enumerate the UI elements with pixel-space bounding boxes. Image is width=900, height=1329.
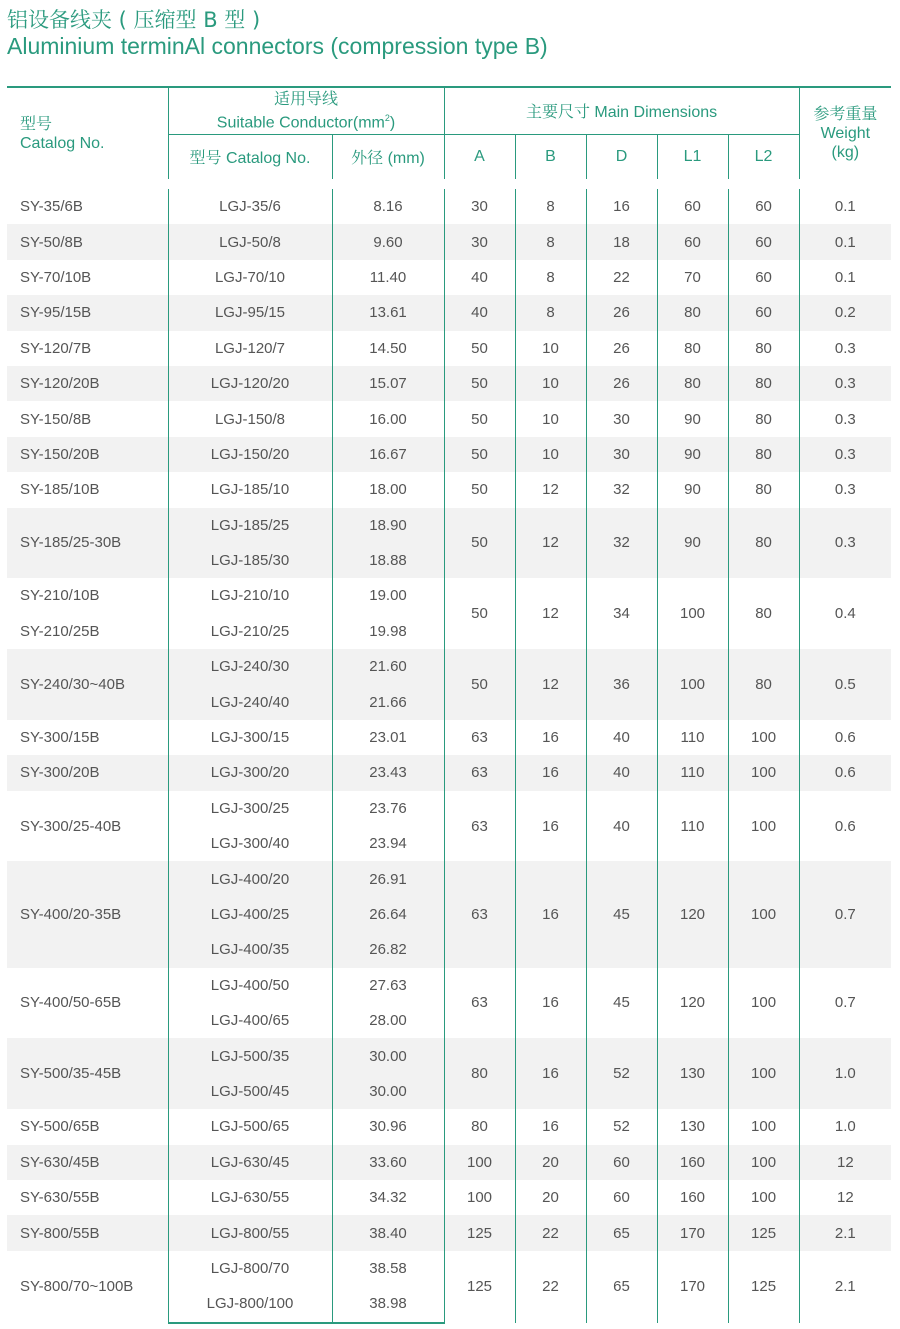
dim-a-cell: 63 bbox=[444, 861, 515, 967]
conductor-diameter-cell: 9.60 bbox=[332, 224, 444, 259]
conductor-catalog-cell: LGJ-630/45 bbox=[168, 1145, 332, 1180]
table-row bbox=[7, 1038, 891, 1073]
dim-d-cell: 34 bbox=[586, 578, 657, 649]
catalog-cell: SY-500/65B bbox=[7, 1109, 168, 1144]
header-weight-en: Weight bbox=[820, 125, 871, 142]
dim-l2-cell: 125 bbox=[728, 1251, 799, 1323]
conductor-diameter-cell: 26.82 bbox=[332, 932, 444, 967]
catalog-cell: SY-400/20-35B bbox=[7, 861, 168, 967]
table-row bbox=[7, 649, 891, 684]
dim-d-cell: 60 bbox=[586, 1145, 657, 1180]
dim-b-cell: 10 bbox=[515, 366, 586, 401]
dim-b-cell: 12 bbox=[515, 578, 586, 649]
weight-cell: 0.3 bbox=[834, 339, 856, 357]
dim-b-cell: 12 bbox=[515, 649, 586, 720]
dim-l2-cell: 60 bbox=[728, 260, 799, 295]
dim-a-cell: 100 bbox=[444, 1180, 515, 1215]
dim-l1-cell: 100 bbox=[657, 649, 728, 720]
conductor-catalog-cell: LGJ-300/40 bbox=[168, 826, 332, 861]
conductor-diameter-cell: 30.96 bbox=[332, 1109, 444, 1144]
dim-l2-cell: 60 bbox=[728, 224, 799, 259]
dim-l2-cell: 100 bbox=[728, 861, 799, 967]
dim-l2-cell: 80 bbox=[728, 331, 799, 366]
catalog-cell: SY-150/20B bbox=[7, 437, 168, 472]
catalog-cell: SY-500/35-45B bbox=[7, 1038, 168, 1109]
weight-cell: 1.0 bbox=[799, 1038, 891, 1109]
table-row bbox=[7, 260, 891, 295]
dim-l1-cell: 90 bbox=[657, 437, 728, 472]
dim-d-cell: 40 bbox=[586, 755, 657, 790]
dim-a-cell: 80 bbox=[444, 1109, 515, 1144]
conductor-catalog-cell: LGJ-500/65 bbox=[168, 1109, 332, 1144]
conductor-diameter-cell: 8.16 bbox=[332, 184, 444, 224]
dim-d-cell: 65 bbox=[586, 1251, 657, 1323]
catalog-cell: SY-120/20B bbox=[7, 366, 168, 401]
dim-l1-cell: 70 bbox=[657, 260, 728, 295]
table-body bbox=[7, 184, 891, 1323]
table-header bbox=[7, 87, 891, 184]
weight-cell: 0.1 bbox=[799, 184, 891, 224]
dim-a-cell: 50 bbox=[444, 366, 515, 401]
header-weight bbox=[799, 87, 891, 184]
conductor-diameter-cell: 13.61 bbox=[332, 295, 444, 330]
dim-b-cell: 8 bbox=[515, 224, 586, 259]
dim-a-cell: 50 bbox=[444, 472, 515, 507]
catalog-cell: SY-300/15B bbox=[7, 720, 168, 755]
dim-l2-cell: 100 bbox=[728, 720, 799, 755]
dim-l2-cell: 100 bbox=[728, 755, 799, 790]
conductor-catalog-cell: LGJ-50/8 bbox=[168, 224, 332, 259]
catalog-cell: SY-185/25-30B bbox=[7, 508, 168, 579]
conductor-catalog-cell: LGJ-185/10 bbox=[168, 472, 332, 507]
dim-a-cell: 125 bbox=[444, 1215, 515, 1250]
weight-cell: 0.3 bbox=[799, 437, 891, 472]
dim-a-cell: 63 bbox=[444, 720, 515, 755]
dim-l1-cell: 60 bbox=[657, 184, 728, 224]
conductor-diameter-cell: 23.94 bbox=[332, 826, 444, 861]
dim-l2-cell: 100 bbox=[728, 968, 799, 1039]
dim-a-cell: 50 bbox=[444, 508, 515, 579]
conductor-catalog-cell: LGJ-630/55 bbox=[168, 1180, 332, 1215]
conductor-diameter-cell: 23.43 bbox=[332, 755, 444, 790]
conductor-catalog-cell: LGJ-95/15 bbox=[168, 295, 332, 330]
dim-l1-cell: 80 bbox=[657, 331, 728, 366]
dim-l2-cell: 80 bbox=[728, 472, 799, 507]
dim-a-cell: 40 bbox=[444, 260, 515, 295]
table-row bbox=[7, 401, 891, 436]
table-row bbox=[7, 437, 891, 472]
dim-a-cell: 80 bbox=[444, 1038, 515, 1109]
dim-d-cell: 52 bbox=[586, 1109, 657, 1144]
dim-a-cell: 30 bbox=[444, 224, 515, 259]
dim-l1-cell: 80 bbox=[657, 366, 728, 401]
conductor-catalog-cell: LGJ-400/20 bbox=[168, 861, 332, 896]
dim-l1-cell: 90 bbox=[657, 472, 728, 507]
dim-d-cell: 65 bbox=[586, 1215, 657, 1250]
conductor-catalog-cell: LGJ-400/25 bbox=[168, 897, 332, 932]
dim-l1-cell: 130 bbox=[657, 1038, 728, 1109]
conductor-diameter-cell: 18.90 bbox=[332, 508, 444, 543]
conductor-diameter-cell: 34.32 bbox=[332, 1180, 444, 1215]
dim-d-cell: 45 bbox=[586, 861, 657, 967]
weight-cell: 0.1 bbox=[799, 224, 891, 259]
table-row bbox=[7, 1109, 891, 1144]
conductor-catalog-cell: LGJ-240/30 bbox=[168, 649, 332, 684]
dim-d-cell: 26 bbox=[586, 331, 657, 366]
table-row bbox=[7, 1215, 891, 1250]
weight-cell: 0.5 bbox=[799, 649, 891, 720]
table-row bbox=[7, 791, 891, 826]
dim-a-cell: 30 bbox=[444, 184, 515, 224]
conductor-diameter-cell: 19.98 bbox=[332, 614, 444, 649]
conductor-diameter-cell: 23.01 bbox=[332, 720, 444, 755]
dim-b-cell: 22 bbox=[515, 1215, 586, 1250]
conductor-catalog-cell: LGJ-150/8 bbox=[168, 401, 332, 436]
conductor-diameter-cell: 14.50 bbox=[332, 331, 444, 366]
dim-a-cell: 50 bbox=[444, 437, 515, 472]
dim-b-cell: 8 bbox=[515, 184, 586, 224]
dim-l2-cell: 60 bbox=[728, 295, 799, 330]
conductor-diameter-cell: 38.58 bbox=[332, 1251, 444, 1286]
dim-a-cell: 50 bbox=[444, 401, 515, 436]
dim-a-cell: 63 bbox=[444, 968, 515, 1039]
catalog-cell: SY-185/10B bbox=[7, 472, 168, 507]
conductor-catalog-cell: LGJ-800/70 bbox=[168, 1251, 332, 1286]
weight-cell: 0.2 bbox=[799, 295, 891, 330]
dim-a-cell: 125 bbox=[444, 1251, 515, 1323]
dim-l1-cell: 120 bbox=[657, 861, 728, 967]
weight-cell: 0.7 bbox=[834, 994, 856, 1012]
conductor-diameter-cell: 38.40 bbox=[332, 1215, 444, 1250]
dim-l2-cell: 80 bbox=[728, 366, 799, 401]
dim-d-cell: 22 bbox=[586, 260, 657, 295]
conductor-diameter-cell: 21.60 bbox=[332, 649, 444, 684]
catalog-cell: SY-240/30~40B bbox=[7, 649, 168, 720]
catalog-cell: SY-120/7B bbox=[7, 331, 168, 366]
table-row bbox=[7, 755, 891, 790]
dim-l1-cell: 110 bbox=[657, 720, 728, 755]
dim-l2-cell: 100 bbox=[728, 1180, 799, 1215]
conductor-diameter-cell: 11.40 bbox=[332, 260, 444, 295]
header-conductor-catalog: 型号 Catalog No. bbox=[168, 134, 332, 184]
dim-d-cell: 32 bbox=[586, 472, 657, 507]
header-catalog bbox=[7, 87, 168, 184]
conductor-catalog-cell: LGJ-185/30 bbox=[168, 543, 332, 578]
dim-a-cell: 100 bbox=[444, 1145, 515, 1180]
dim-l2-cell: 100 bbox=[728, 1145, 799, 1180]
dim-b-cell: 16 bbox=[515, 1038, 586, 1109]
table-row bbox=[7, 508, 891, 543]
dim-l1-cell: 160 bbox=[657, 1180, 728, 1215]
conductor-diameter-cell: 30.00 bbox=[332, 1074, 444, 1109]
catalog-cell: SY-800/55B bbox=[7, 1215, 168, 1250]
header-dim-a: A bbox=[444, 134, 515, 184]
conductor-diameter-cell: 18.88 bbox=[332, 543, 444, 578]
dim-b-cell: 8 bbox=[515, 295, 586, 330]
dim-b-cell: 16 bbox=[515, 755, 586, 790]
table-row bbox=[7, 1251, 891, 1286]
header-dim-d: D bbox=[586, 134, 657, 184]
weight-cell: 0.7 bbox=[799, 861, 891, 967]
page-title-en: Aluminium terminAl connectors (compression type B) bbox=[7, 33, 548, 59]
conductor-catalog-cell: LGJ-35/6 bbox=[168, 184, 332, 224]
dim-b-cell: 10 bbox=[515, 437, 586, 472]
conductor-catalog-cell: LGJ-120/20 bbox=[168, 366, 332, 401]
dim-b-cell: 12 bbox=[515, 508, 586, 579]
dim-d-cell: 45 bbox=[586, 968, 657, 1039]
conductor-diameter-cell: 26.91 bbox=[332, 861, 444, 896]
header-dim-b: B bbox=[515, 134, 586, 184]
table-row bbox=[7, 1180, 891, 1215]
conductor-diameter-cell: 38.98 bbox=[332, 1286, 444, 1322]
dim-l2-cell: 80 bbox=[728, 578, 799, 649]
dim-l2-cell: 125 bbox=[728, 1215, 799, 1250]
table-row bbox=[7, 861, 891, 896]
table-row bbox=[7, 1145, 891, 1180]
catalog-cell: SY-50/8B bbox=[7, 224, 168, 259]
dim-d-cell: 40 bbox=[586, 791, 657, 862]
conductor-diameter-cell: 27.63 bbox=[332, 968, 444, 1003]
header-dim-l2: L2 bbox=[728, 134, 799, 184]
header-catalog-en: Catalog No. bbox=[20, 134, 105, 152]
dim-l2-cell: 100 bbox=[728, 1038, 799, 1109]
weight-cell: 0.3 bbox=[834, 481, 856, 499]
dim-b-cell: 20 bbox=[515, 1180, 586, 1215]
conductor-catalog-cell: LGJ-120/7 bbox=[168, 331, 332, 366]
catalog-cell: SY-210/10B bbox=[7, 578, 168, 613]
conductor-catalog-cell: LGJ-500/35 bbox=[168, 1038, 332, 1073]
dim-a-cell: 63 bbox=[444, 791, 515, 862]
conductor-diameter-cell: 33.60 bbox=[332, 1145, 444, 1180]
dim-l1-cell: 110 bbox=[657, 755, 728, 790]
spec-table bbox=[7, 86, 891, 1324]
dim-l1-cell: 170 bbox=[657, 1215, 728, 1250]
dim-l2-cell: 100 bbox=[728, 791, 799, 862]
dim-b-cell: 22 bbox=[515, 1251, 586, 1323]
weight-cell: 12 bbox=[836, 1189, 854, 1207]
conductor-catalog-cell: LGJ-800/55 bbox=[168, 1215, 332, 1250]
weight-cell: 0.6 bbox=[799, 755, 891, 790]
catalog-cell: SY-630/45B bbox=[7, 1145, 168, 1180]
table-row bbox=[7, 472, 891, 507]
dim-b-cell: 8 bbox=[515, 260, 586, 295]
catalog-cell: SY-800/70~100B bbox=[7, 1251, 168, 1323]
conductor-catalog-cell: LGJ-150/20 bbox=[168, 437, 332, 472]
dim-l1-cell: 160 bbox=[657, 1145, 728, 1180]
dim-l1-cell: 60 bbox=[657, 224, 728, 259]
header-catalog-cn: 型号 bbox=[20, 115, 53, 133]
conductor-catalog-cell: LGJ-500/45 bbox=[168, 1074, 332, 1109]
table-row bbox=[7, 295, 891, 330]
dim-d-cell: 36 bbox=[586, 649, 657, 720]
conductor-catalog-cell: LGJ-300/20 bbox=[168, 755, 332, 790]
table-row bbox=[7, 331, 891, 366]
dim-b-cell: 10 bbox=[515, 401, 586, 436]
header-suitable-cn: 适用导线 bbox=[274, 90, 339, 108]
catalog-cell: SY-300/25-40B bbox=[7, 791, 168, 862]
conductor-catalog-cell: LGJ-300/15 bbox=[168, 720, 332, 755]
conductor-catalog-cell: LGJ-240/40 bbox=[168, 684, 332, 719]
conductor-diameter-cell: 16.00 bbox=[332, 401, 444, 436]
dim-l1-cell: 100 bbox=[657, 578, 728, 649]
dim-l2-cell: 80 bbox=[728, 508, 799, 579]
conductor-catalog-cell: LGJ-210/25 bbox=[168, 614, 332, 649]
conductor-diameter-cell: 19.00 bbox=[332, 578, 444, 613]
weight-cell: 0.3 bbox=[799, 508, 891, 579]
weight-cell: 0.3 bbox=[799, 366, 891, 401]
catalog-cell: SY-210/25B bbox=[7, 614, 168, 649]
header-weight-unit: (kg) bbox=[831, 144, 860, 161]
dim-b-cell: 10 bbox=[515, 331, 586, 366]
dim-l2-cell: 80 bbox=[728, 437, 799, 472]
dim-l2-cell: 100 bbox=[728, 1109, 799, 1144]
table-row bbox=[7, 968, 891, 1003]
table-row bbox=[7, 366, 891, 401]
conductor-diameter-cell: 28.00 bbox=[332, 1003, 444, 1038]
page-title-cn: 铝设备线夹 ( 压缩型 B 型 ) bbox=[7, 8, 261, 32]
catalog-cell: SY-400/50-65B bbox=[7, 968, 168, 1039]
conductor-diameter-cell: 26.64 bbox=[332, 897, 444, 932]
dim-a-cell: 63 bbox=[444, 755, 515, 790]
weight-cell: 12 bbox=[799, 1145, 891, 1180]
conductor-diameter-cell: 15.07 bbox=[332, 366, 444, 401]
weight-cell: 0.1 bbox=[834, 268, 856, 286]
conductor-diameter-cell: 30.00 bbox=[332, 1038, 444, 1073]
conductor-catalog-cell: LGJ-300/25 bbox=[168, 791, 332, 826]
header-suitable-conductor bbox=[168, 87, 444, 134]
header-weight-cn: 参考重量 bbox=[813, 106, 878, 123]
catalog-cell: SY-150/8B bbox=[7, 401, 168, 436]
conductor-catalog-cell: LGJ-400/35 bbox=[168, 932, 332, 967]
dim-d-cell: 30 bbox=[586, 437, 657, 472]
weight-cell: 0.3 bbox=[834, 410, 856, 428]
dim-l2-cell: 80 bbox=[728, 401, 799, 436]
conductor-diameter-cell: 18.00 bbox=[332, 472, 444, 507]
dim-l2-cell: 80 bbox=[728, 649, 799, 720]
dim-d-cell: 26 bbox=[586, 366, 657, 401]
dim-a-cell: 40 bbox=[444, 295, 515, 330]
catalog-cell: SY-95/15B bbox=[7, 295, 168, 330]
dim-a-cell: 50 bbox=[444, 649, 515, 720]
catalog-cell: SY-70/10B bbox=[7, 260, 168, 295]
header-dim-l1: L1 bbox=[657, 134, 728, 184]
header-conductor-diameter: 外径 (mm) bbox=[332, 134, 444, 184]
dim-a-cell: 50 bbox=[444, 578, 515, 649]
conductor-catalog-cell: LGJ-800/100 bbox=[168, 1286, 332, 1322]
dim-b-cell: 12 bbox=[515, 472, 586, 507]
dim-l1-cell: 170 bbox=[657, 1251, 728, 1323]
dim-l2-cell: 60 bbox=[728, 184, 799, 224]
dim-d-cell: 30 bbox=[586, 401, 657, 436]
weight-cell: 1.0 bbox=[834, 1118, 856, 1136]
dim-l1-cell: 110 bbox=[657, 791, 728, 862]
header-suitable-en: Suitable $Conductor(mm^2)$ bbox=[216, 112, 396, 131]
table-row bbox=[7, 720, 891, 755]
weight-cell: 0.4 bbox=[834, 605, 856, 623]
dim-d-cell: 18 bbox=[586, 224, 657, 259]
catalog-cell: SY-35/6B bbox=[7, 184, 168, 224]
dim-d-cell: 26 bbox=[586, 295, 657, 330]
dim-d-cell: 32 bbox=[586, 508, 657, 579]
conductor-diameter-cell: 16.67 bbox=[332, 437, 444, 472]
dim-b-cell: 16 bbox=[515, 1109, 586, 1144]
dim-l1-cell: 80 bbox=[657, 295, 728, 330]
conductor-catalog-cell: LGJ-210/10 bbox=[168, 578, 332, 613]
dim-d-cell: 60 bbox=[586, 1180, 657, 1215]
header-main-dimensions: 主要尺寸 Main Dimensions bbox=[444, 87, 799, 134]
weight-cell: 2.1 bbox=[799, 1215, 891, 1250]
dim-l1-cell: 120 bbox=[657, 968, 728, 1039]
table-row bbox=[7, 578, 891, 613]
dim-d-cell: 40 bbox=[586, 720, 657, 755]
dim-b-cell: 16 bbox=[515, 861, 586, 967]
dim-l1-cell: 90 bbox=[657, 401, 728, 436]
table-row bbox=[7, 184, 891, 224]
weight-cell: 0.6 bbox=[834, 729, 856, 747]
conductor-catalog-cell: LGJ-185/25 bbox=[168, 508, 332, 543]
catalog-cell: SY-630/55B bbox=[7, 1180, 168, 1215]
dim-b-cell: 20 bbox=[515, 1145, 586, 1180]
dim-l1-cell: 130 bbox=[657, 1109, 728, 1144]
conductor-catalog-cell: LGJ-70/10 bbox=[168, 260, 332, 295]
dim-d-cell: 16 bbox=[586, 184, 657, 224]
weight-cell: 2.1 bbox=[834, 1278, 856, 1296]
dim-b-cell: 16 bbox=[515, 968, 586, 1039]
dim-d-cell: 52 bbox=[586, 1038, 657, 1109]
conductor-diameter-cell: 23.76 bbox=[332, 791, 444, 826]
conductor-diameter-cell: 21.66 bbox=[332, 684, 444, 719]
conductor-catalog-cell: LGJ-400/65 bbox=[168, 1003, 332, 1038]
dim-b-cell: 16 bbox=[515, 720, 586, 755]
conductor-catalog-cell: LGJ-400/50 bbox=[168, 968, 332, 1003]
weight-cell: 0.6 bbox=[834, 817, 856, 835]
table-row bbox=[7, 224, 891, 259]
dim-l1-cell: 90 bbox=[657, 508, 728, 579]
dim-b-cell: 16 bbox=[515, 791, 586, 862]
dim-a-cell: 50 bbox=[444, 331, 515, 366]
catalog-cell: SY-300/20B bbox=[7, 755, 168, 790]
